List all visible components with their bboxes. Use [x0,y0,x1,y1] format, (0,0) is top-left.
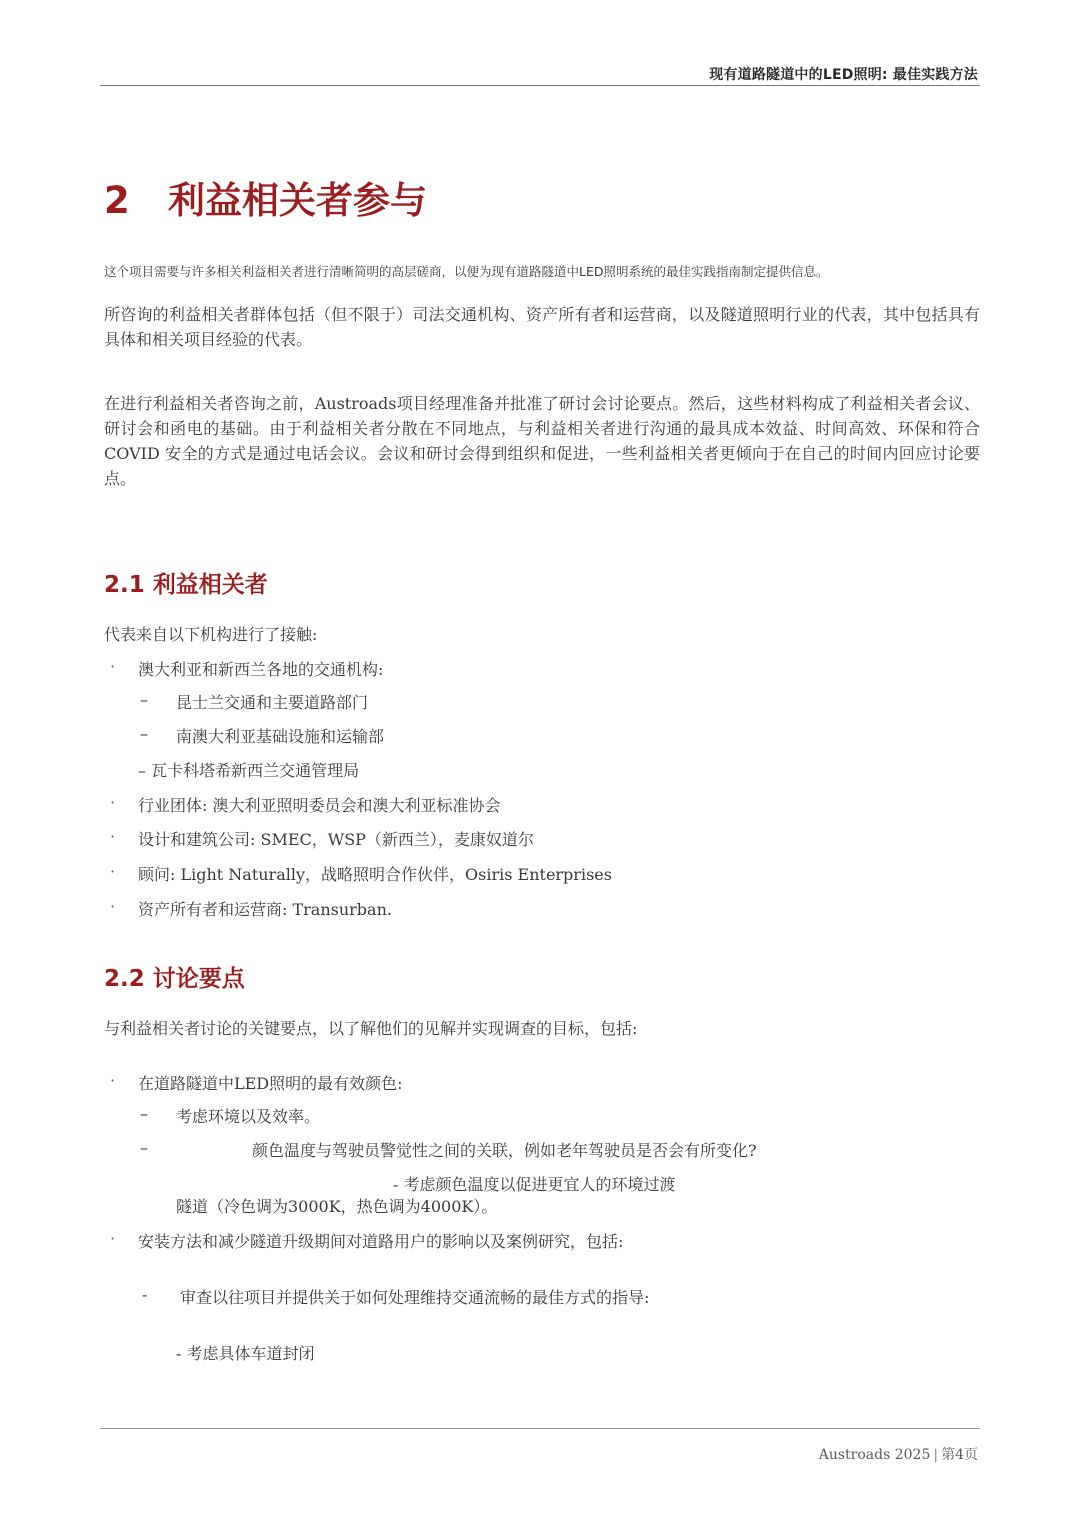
dash-marker: – [140,1138,148,1157]
paragraph-consultation-method: 在进行利益相关者咨询之前，Austroads项目经理准备并批准了研讨会讨论要点。然后，这些材料构成了利益相关者会议、研讨会和函电的基础。由于利益相关者分散在不同地点，与利益相关者进行沟通的最具成本效益、时间高效、环保和符合 COVID 安全的方式是通过电话会议。会议和研讨会得到组织和促进，一些利益相关者更倾向于在自己的时间内回应讨论要点。 [104,394,980,488]
list-item: - 考虑颜色温度以促进更宜人的环境过渡 [393,1175,676,1194]
footer-org: Austroads 2025 [818,1447,931,1463]
bullet-marker: · [110,862,116,881]
section-2-1-heading: 2.1 利益相关者 [104,572,268,598]
dash-marker: – [140,1104,148,1123]
section-2-2-lead: 与利益相关者讨论的关键要点，以了解他们的见解并实现调查的目标，包括: [104,1019,638,1038]
list-item: 南澳大利亚基础设施和运输部 [176,727,385,746]
intro-text: 这个项目需要与许多相关利益相关者进行清晰简明的高层磋商，以便为现有道路隧道中LED照明系统的最佳实践指南制定提供信息。 [104,264,829,279]
bullet-marker: · [110,793,116,812]
hyphen-marker: - [142,1285,148,1304]
list-item: - 考虑具体车道封闭 [176,1344,315,1363]
bullet-marker: · [110,1071,116,1090]
chapter-number: 2 [104,179,130,222]
footer-separator: | [933,1447,939,1463]
list-item: 安装方法和减少隧道升级期间对道路用户的影响以及案例研究，包括: [138,1232,624,1251]
page-number: 第4页 [941,1447,978,1463]
section-2-1-lead: 代表来自以下机构进行了接触: [104,625,318,644]
list-item: 审查以往项目并提供关于如何处理维持交通流畅的最佳方式的指导: [180,1288,650,1307]
bullet-marker: · [110,897,116,916]
list-item: 考虑环境以及效率。 [176,1107,321,1126]
bullet-marker: · [110,827,116,846]
list-item: 在道路隧道中LED照明的最有效颜色: [138,1074,403,1093]
list-item: 昆士兰交通和主要道路部门 [176,693,369,712]
list-item: 行业团体: 澳大利亚照明委员会和澳大利亚标准协会 [138,796,501,815]
list-item: 颜色温度与驾驶员警觉性之间的关联，例如老年驾驶员是否会有所变化? [252,1141,757,1160]
bullet-marker: · [110,1229,116,1248]
list-item: – 瓦卡科塔希新西兰交通管理局 [138,761,360,780]
list-item: 设计和建筑公司: SMEC，WSP（新西兰），麦康奴道尔 [138,830,534,849]
list-item: 隧道（冷色调为3000K，热色调为4000K）。 [176,1197,498,1216]
chapter-heading [104,170,427,224]
dash-marker: – [140,690,148,709]
chapter-title: 利益相关者参与 [168,179,427,222]
bullet-marker: · [110,657,116,676]
paragraph-stakeholder-groups: 所咨询的利益相关者群体包括（但不限于）司法交通机构、资产所有者和运营商，以及隧道照明行业的代表，其中包括具有具体和相关项目经验的代表。 [104,305,980,349]
list-item: 顾问: Light Naturally，战略照明合作伙伴，Osiris Enterprises [138,865,612,884]
page-footer [819,1444,978,1464]
dash-marker: – [140,724,148,743]
footer-rule [100,1428,980,1429]
header-rule [100,85,980,86]
section-2-2-heading: 2.2 讨论要点 [104,966,245,992]
list-item: 澳大利亚和新西兰各地的交通机构: [138,660,384,679]
list-item: 资产所有者和运营商: Transurban. [138,900,392,919]
running-header-title: 现有道路隧道中的LED照明: 最佳实践方法 [709,67,978,83]
